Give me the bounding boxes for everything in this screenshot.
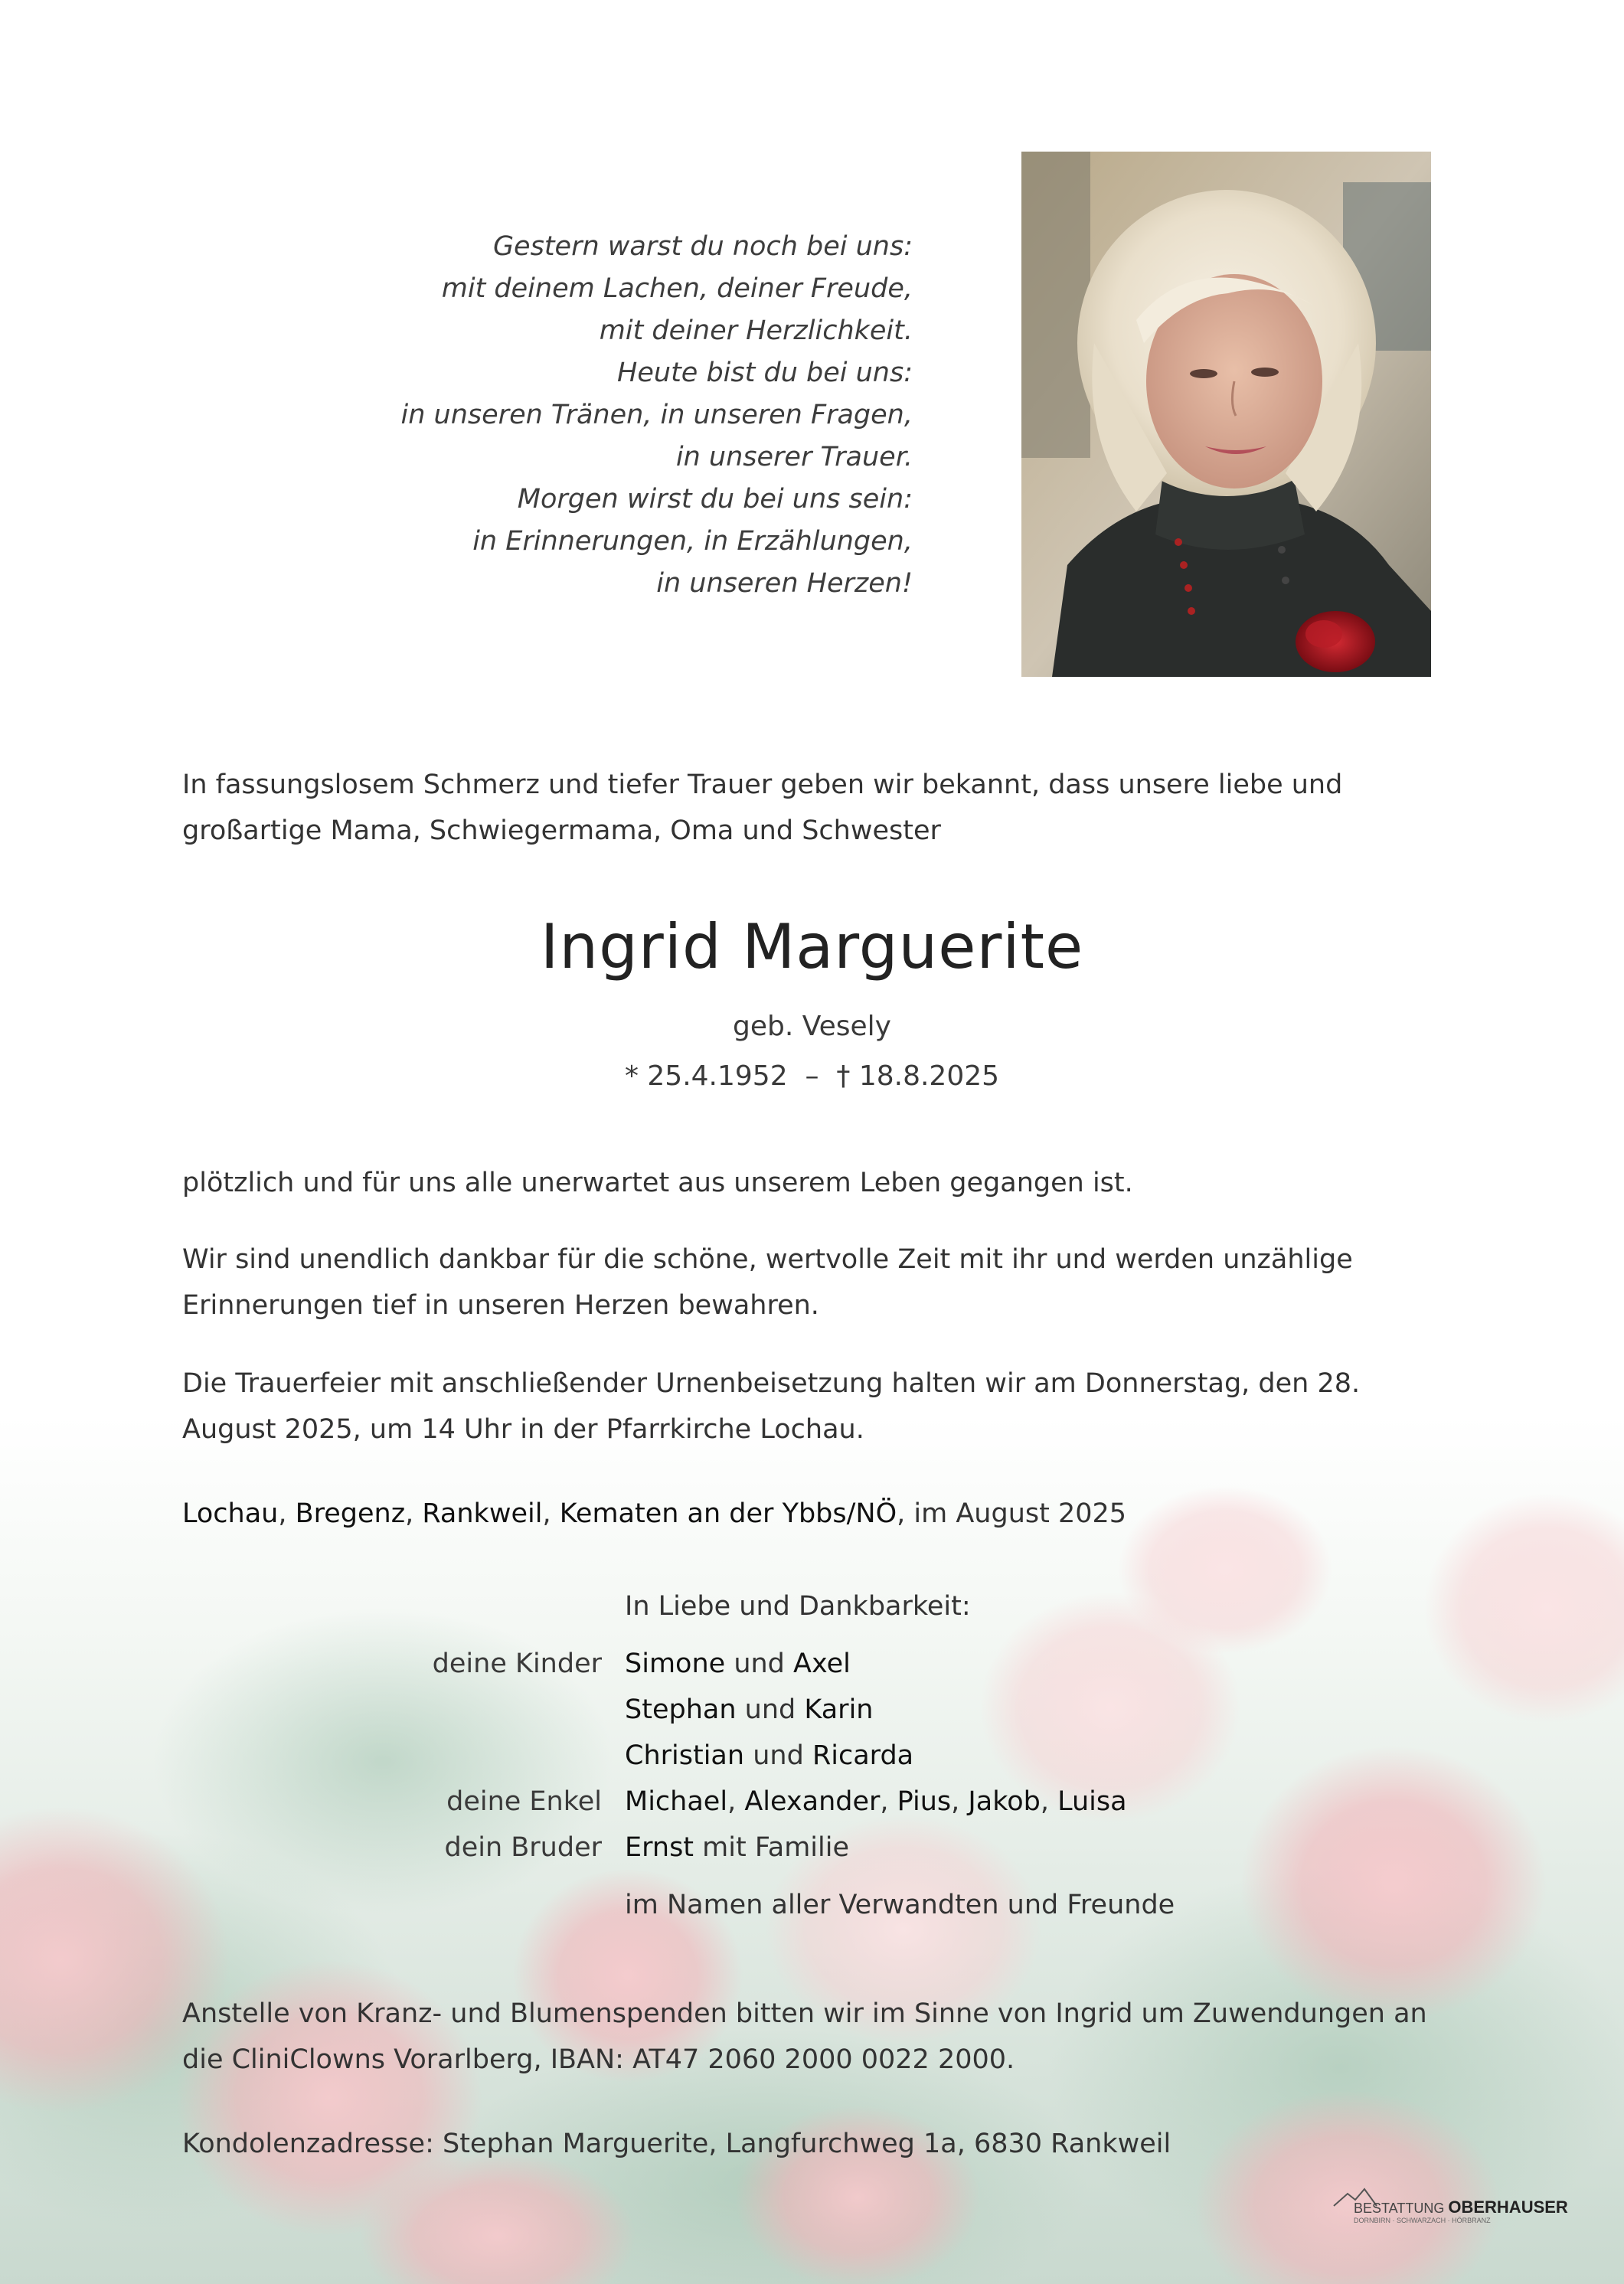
poem-line: Gestern warst du noch bei uns:	[492, 231, 913, 262]
poem-line: in unseren Herzen!	[656, 568, 913, 599]
gratitude-paragraph: Wir sind unendlich dankbar für die schöne, wertvolle Zeit mit ihr und werden unzählige Erinnerungen tief in unseren Herzen bewahren.	[182, 1244, 1353, 1321]
mourner-row: deine Enkel Michael, Alexander, Pius, Jakob, Luisa	[306, 1779, 1378, 1825]
poem-line: in Erinnerungen, in Erzählungen,	[472, 526, 913, 557]
maiden-name: geb. Vesely	[733, 1011, 891, 1042]
deceased-name: Ingrid Marguerite	[540, 911, 1084, 982]
mourner-name: Luisa	[1057, 1786, 1127, 1817]
mourner-row	[306, 1733, 1378, 1779]
poem-line: mit deiner Herzlichkeit.	[599, 315, 913, 346]
relation-label: deine Enkel	[446, 1786, 602, 1817]
mourner-name: Alexander	[744, 1786, 881, 1817]
mourner-name: Christian	[625, 1740, 745, 1771]
places-and-date: Lochau, Bregenz, Rankweil, Kematen an der Ybbs/NÖ, im August 2025	[182, 1498, 1127, 1529]
funeral-home-logo	[1332, 2186, 1568, 2224]
family-suffix: mit Familie	[702, 1832, 850, 1863]
mourner-name: Axel	[793, 1648, 851, 1679]
mourners-closing-row	[306, 1882, 1378, 1928]
place-name: Rankweil	[422, 1498, 543, 1529]
mourner-name: Pius	[897, 1786, 952, 1817]
mourners-heading-row	[306, 1583, 1378, 1629]
place-name: Kematen an der Ybbs/NÖ	[559, 1498, 897, 1529]
donation-request: Anstelle von Kranz- und Blumenspenden bitten wir im Sinne von Ingrid um Zuwendungen an die CliniClowns Vorarlberg, IBAN: AT47 2060 2000 0022 2000.	[182, 1998, 1427, 2075]
logo-locations: DORNBIRN · SCHWARZACH · HÖRBRANZ	[1354, 2217, 1491, 2224]
poem-line: in unseren Tränen, in unseren Fragen,	[400, 400, 913, 430]
mourners-heading: In Liebe und Dankbarkeit:	[625, 1591, 971, 1622]
portrait-photo	[1021, 152, 1431, 677]
mourner-name: Jakob	[968, 1786, 1041, 1817]
relation-label: dein Bruder	[444, 1832, 602, 1863]
poem-line: Morgen wirst du bei uns sein:	[517, 484, 913, 515]
place-name: Bregenz	[295, 1498, 406, 1529]
und-word: und	[734, 1648, 785, 1679]
mourner-name: Karin	[804, 1694, 874, 1725]
funeral-details: Die Trauerfeier mit anschließender Urnenbeisetzung halten wir am Donnerstag, den 28. August 2025, um 14 Uhr in der Pfarrkirche Lochau.	[182, 1368, 1361, 1445]
poem-line: Heute bist du bei uns:	[617, 358, 913, 388]
date-suffix: , im August 2025	[897, 1498, 1127, 1529]
place-name: Lochau	[182, 1498, 279, 1529]
mourners-closing: im Namen aller Verwandten und Freunde	[625, 1890, 1175, 1920]
mourner-row	[306, 1641, 1378, 1687]
poem-line: in unserer Trauer.	[675, 442, 913, 472]
announcement-intro: In fassungslosem Schmerz und tiefer Trauer geben wir bekannt, dass unsere liebe und großartige Mama, Schwiegermama, Oma und Schwester	[182, 770, 1343, 846]
mourner-name: Ernst	[625, 1832, 694, 1863]
und-word: und	[753, 1740, 804, 1771]
condolence-address: Kondolenzadresse: Stephan Marguerite, Langfurchweg 1a, 6830 Rankweil	[182, 2129, 1171, 2159]
life-dates: * 25.4.1952 – † 18.8.2025	[624, 1060, 1000, 1092]
mourners-list	[306, 1583, 1378, 1928]
mourner-row	[306, 1687, 1378, 1733]
und-word: und	[744, 1694, 796, 1725]
logo-brand: OBERHAUSER	[1448, 2197, 1568, 2217]
relation-label: deine Kinder	[432, 1648, 602, 1679]
mourner-name: Stephan	[625, 1694, 737, 1725]
memorial-poem	[322, 226, 913, 605]
mourner-name: Ricarda	[812, 1740, 914, 1771]
mourner-name: Simone	[625, 1648, 726, 1679]
logo-prefix: BESTATTUNG	[1354, 2201, 1445, 2216]
poem-line: mit deinem Lachen, deiner Freude,	[441, 273, 913, 304]
mourner-row	[306, 1825, 1378, 1871]
passing-statement: plötzlich und für uns alle unerwartet aus unserem Leben gegangen ist.	[182, 1168, 1133, 1198]
mourner-name: Michael	[625, 1786, 728, 1817]
